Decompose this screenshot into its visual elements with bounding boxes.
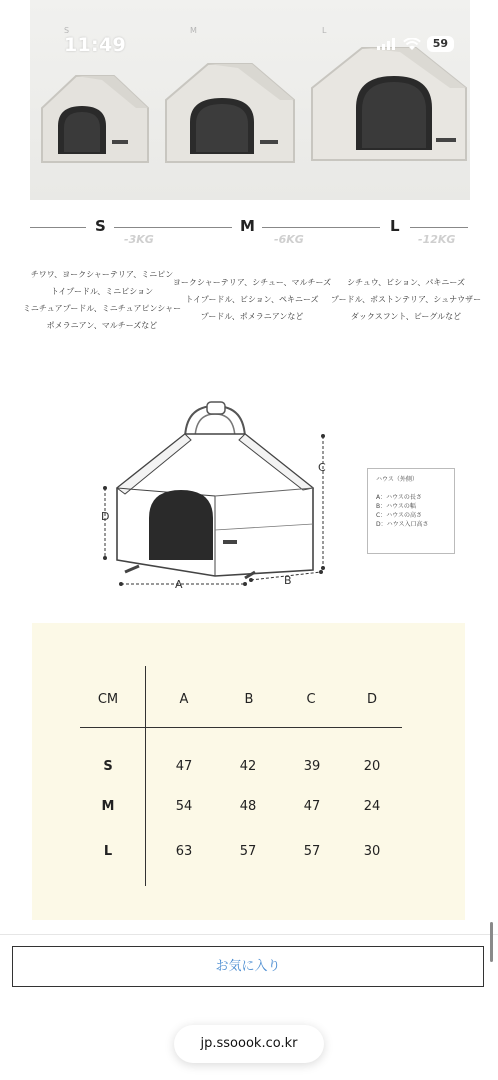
size-selector-row	[0, 214, 498, 254]
table-cell: 47	[303, 799, 321, 814]
signal-icon	[377, 38, 397, 50]
favorite-button[interactable]: お気に入り	[12, 946, 484, 987]
breed-line: シチュウ、ビション、パキニーズ	[347, 278, 465, 287]
size-hint-m: M	[190, 26, 197, 35]
table-column-header: A	[179, 692, 189, 707]
size-hint-s: S	[64, 26, 70, 35]
divider-line	[410, 227, 468, 228]
legend-item: A：ハウスの長さ	[376, 494, 422, 501]
wifi-icon	[403, 38, 421, 51]
product-photo	[0, 0, 498, 200]
size-m-label: M	[240, 217, 255, 235]
breed-line: プードル、ボストンテリア、シュナウザー	[330, 295, 482, 304]
breed-line: プードル、ポメラニアンなど	[200, 312, 304, 321]
status-icons	[377, 36, 454, 52]
table-cell: 24	[363, 799, 381, 814]
house-large-image	[306, 42, 472, 166]
size-m-weight: -6KG	[274, 233, 304, 246]
table-vertical-divider	[145, 666, 146, 886]
house-medium-image	[160, 58, 300, 168]
table-cell: 63	[175, 844, 193, 859]
breed-list-m	[172, 274, 332, 325]
breed-line: ポメラニアン、マルチーズなど	[46, 321, 158, 330]
legend-title: ハウス（外側）	[376, 476, 418, 483]
table-cell: 54	[175, 799, 193, 814]
size-l-weight: -12KG	[418, 233, 456, 246]
dimension-b-label: B	[284, 574, 292, 587]
breed-list-s	[14, 266, 190, 334]
table-cell: 47	[175, 759, 193, 774]
breed-line: ミニチュアプードル、ミニチュアピンシャー	[22, 304, 182, 313]
battery-indicator: 59	[427, 36, 454, 52]
table-cell: 48	[239, 799, 257, 814]
table-row-size: L	[103, 844, 113, 859]
legend-item: D：ハウス入口高さ	[376, 521, 429, 528]
table-column-header: B	[244, 692, 254, 707]
divider-line	[114, 227, 232, 228]
size-hint-l: L	[322, 26, 327, 35]
table-cell: 57	[303, 844, 321, 859]
table-column-header: D	[366, 692, 377, 707]
dimension-c-label: C	[318, 461, 326, 474]
status-time: 11:49	[64, 34, 126, 56]
table-cell: 20	[363, 759, 381, 774]
table-row-size: M	[101, 799, 115, 814]
table-row-size: S	[103, 759, 113, 774]
size-l-label: L	[390, 217, 400, 235]
table-horizontal-divider	[80, 727, 402, 728]
breed-list-l	[328, 274, 484, 325]
legend-item: B：ハウスの幅	[376, 503, 416, 510]
breed-line: トイプードル、ビション、ペキニーズ	[185, 295, 319, 304]
breed-line: チワワ、ヨークシャーテリア、ミニピン	[30, 270, 174, 279]
dimension-d-label: D	[101, 510, 110, 523]
size-s-label: S	[95, 217, 106, 235]
dimension-a-label: A	[175, 578, 183, 591]
breed-line: トイプードル、ミニビション	[50, 287, 154, 296]
url-bar[interactable]: jp.ssoook.co.kr	[174, 1025, 324, 1063]
legend-item: C：ハウスの高さ	[376, 512, 423, 519]
breed-line: ヨークシャーテリア、シチュー、マルチーズ	[172, 278, 332, 287]
dimension-legend	[367, 468, 455, 554]
house-small-image	[36, 68, 154, 168]
table-column-header: C	[306, 692, 316, 707]
divider-line	[262, 227, 380, 228]
table-cell: 42	[239, 759, 257, 774]
table-unit-header: CM	[97, 692, 119, 707]
scrollbar-thumb[interactable]	[490, 922, 493, 962]
size-s-weight: -3KG	[124, 233, 154, 246]
section-divider	[0, 934, 498, 935]
divider-line	[30, 227, 86, 228]
dimension-diagram	[95, 400, 335, 600]
table-cell: 57	[239, 844, 257, 859]
table-cell: 30	[363, 844, 381, 859]
size-table	[32, 623, 465, 920]
table-cell: 39	[303, 759, 321, 774]
breed-line: ダックスフント、ビーグルなど	[350, 312, 462, 321]
